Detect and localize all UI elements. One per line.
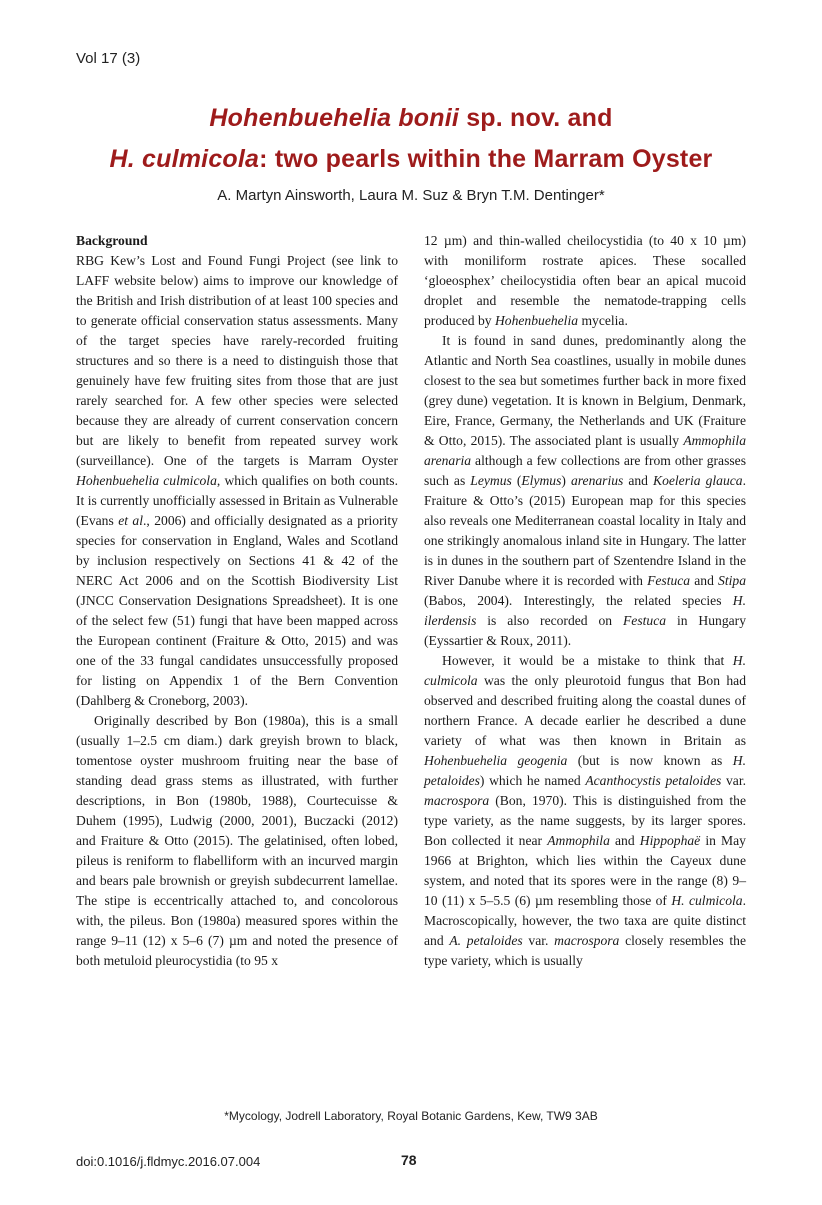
left-column	[76, 231, 398, 971]
authors: A. Martyn Ainsworth, Laura M. Suz & Bryn T.M. Dentinger*	[217, 187, 605, 204]
paragraph-right-2: It is found in sand dunes, predominantly along the Atlantic and North Sea coastlines, usually in mobile dunes closest to the sea but sometimes further back in more fixed (grey dune) vegetation. It is known in Belgium, Denmark, Eire, France, Germany, the Netherlands and UK (Fraiture & Otto, 2015). The associated plant is usually Ammophila arenaria although a few collections are from other grasses such as Leymus (Elymus) arenarius and Koeleria glauca. Fraiture & Otto’s (2015) European map for this species also reveals one Mediterranean coastal locality in Italy and one strikingly anomalous inland site in Hungary. The latter is in dunes in the southern part of Szentendre Island in the River Danube where it is recorded with Festuca and Stipa (Babos, 2004). Interestingly, the related species H. ilerdensis is also recorded on Festuca in Hungary (Eyssartier & Roux, 2011).	[424, 333, 746, 648]
title-line-2	[0, 145, 822, 174]
paragraph-right-3: However, it would be a mistake to think that H. culmicola was the only pleurotoid fungus that Bon had observed and described fruiting along the coastal dunes of northern France. A decade earlier he described a dune variety of what was then known in Britain as Hohenbuehelia geogenia (but is now known as H. petaloides) which he named Acanthocystis petaloides var. macrospora (Bon, 1970). This is distinguished from the type variety, as the name suggests, by its larger spores. Bon collected it near Ammophila and Hippophaë in May 1966 at Brighton, which lies within the Cayeux dune system, and noted that its spores were in the range (8) 9–10 (11) x 5–5.5 (6) µm resembling those of H. culmicola. Macroscopically, however, the two taxa are quite distinct and A. petaloides var. macrospora closely resembles the type variety, which is usually	[424, 653, 746, 968]
paragraph-right-1: 12 µm) and thin-walled cheilocystidia (to 40 x 10 µm) with moniliform rostrate apices. These socalled ‘gloeosphex’ cheilocystidia often bear an apical mucoid droplet and resemble the nematode-trapping cells produced by Hohenbuehelia mycelia.	[424, 233, 746, 328]
section-heading: Background	[76, 233, 148, 248]
right-column	[424, 231, 746, 971]
title-line-1-rest: sp. nov. and	[459, 104, 613, 132]
title-species-name-2: H. culmicola	[109, 145, 260, 173]
paragraph-left-1: RBG Kew’s Lost and Found Fungi Project (see link to LAFF website below) aims to improve our knowledge of the British and Irish distribution of at least 100 species and to generate official conservation status assessments. Many of the target species have rarely-recorded fruiting structures and so there is a need to distinguish those that genuinely have few fruiting sites from those that are just rarely searched for. A few other species were selected because they are already of current conservation concern but are likely to benefit from repeated survey work (surveillance). One of the targets is Marram Oyster Hohenbuehelia culmicola, which qualifies on both counts. It is currently unofficially assessed in Britain as Vulnerable (Evans et al., 2006) and officially designated as a priority species for conservation in England, Wales and Scotland by inclusion respectively on Sections 41 & 42 of the NERC Act 2006 and on the Scottish Biodiversity List (JNCC Conservation Designations Spreadsheet). It is one of the select few (51) fungi that have been mapped across the European continent (Fraiture & Otto, 2015) and was one of the 33 fungal candidates unsuccessfully proposed for listing on Appendix 1 of the Bern Convention (Dahlberg & Croneborg, 2003).	[76, 253, 398, 708]
page-number: 78	[401, 1152, 417, 1168]
title-species-name: Hohenbuehelia bonii	[209, 104, 460, 132]
paragraph-left-2: Originally described by Bon (1980a), this is a small (usually 1–2.5 cm diam.) dark greyish brown to black, tomentose oyster mushroom fruiting near the base of standing dead grass stems as illustrated, with further descriptions, in Bon (1980b, 1988), Courtecuisse & Duhem (1995), Ludwig (2000, 2001), Buczacki (2012) and Fraiture & Otto (2015). The gelatinised, often lobed, pileus is reniform to flabelliform with an incurved margin and bears pale brownish or greyish subdecurrent lamellae. The stipe is eccentrically attached to, and concolorous with, the pileus. Bon (1980a) measured spores within the range 9–11 (12) x 5–6 (7) µm and noted the presence of both metuloid pleurocystidia (to 95 x	[76, 713, 398, 968]
doi-link[interactable]: doi:0.1016/j.fldmyc.2016.07.004	[76, 1154, 261, 1169]
title-line-2-rest: : two pearls within the Marram Oyster	[259, 145, 713, 173]
title-line-1	[0, 104, 822, 133]
volume-label: Vol 17 (3)	[76, 50, 141, 67]
affiliation-footnote: *Mycology, Jodrell Laboratory, Royal Botanic Gardens, Kew, TW9 3AB	[224, 1109, 598, 1123]
